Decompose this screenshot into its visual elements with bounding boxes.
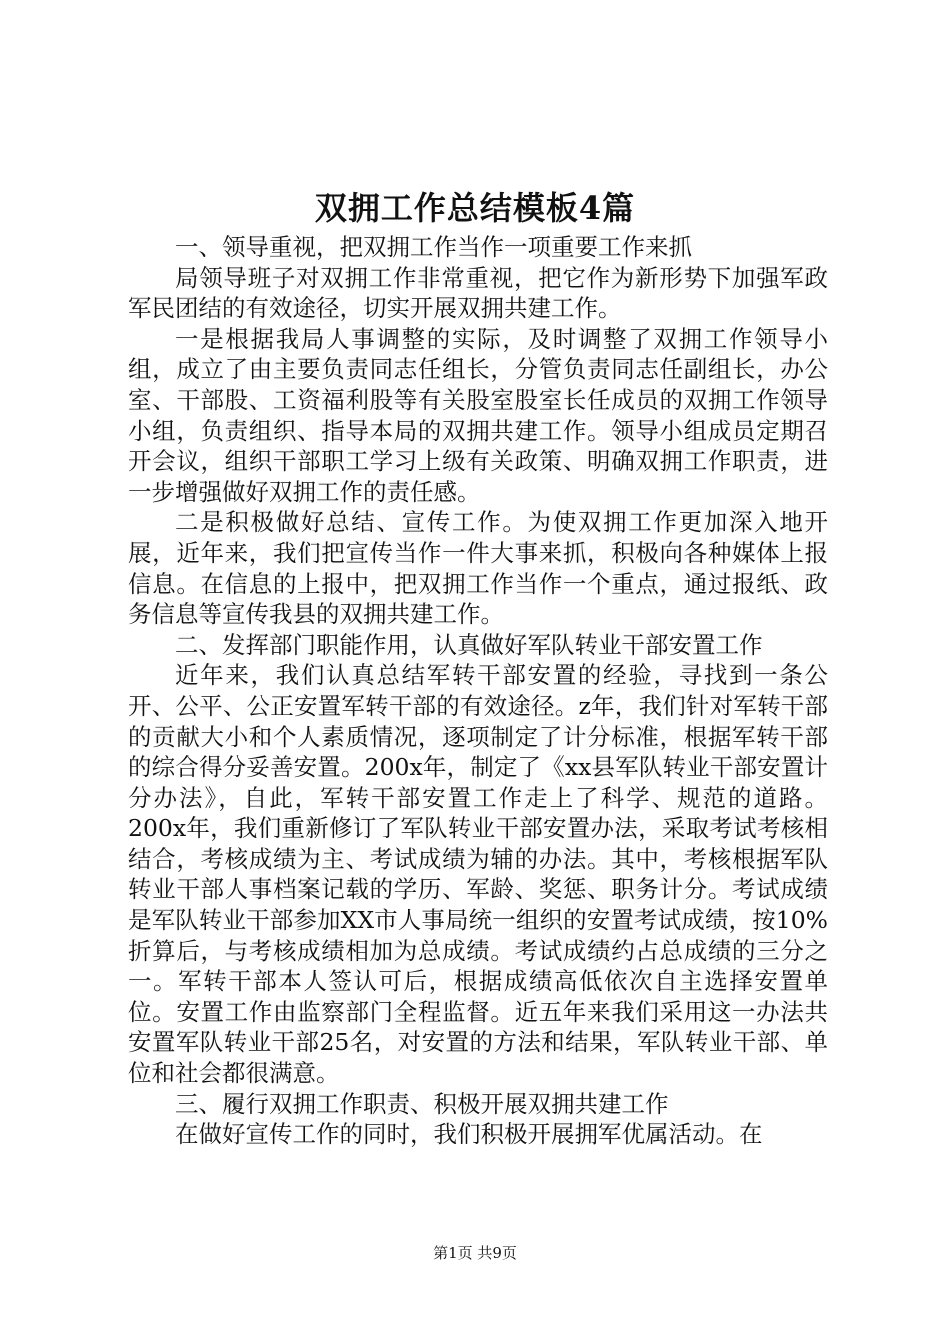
document-body: [128, 232, 828, 1150]
paragraph: 一是根据我局人事调整的实际，及时调整了双拥工作领导小组，成立了由主要负责同志任组长，分管负责同志任副组长，办公室、干部股、工资福利股等有关股室股室长任成员的双拥工作领导小组，负责组织、指导本局的双拥共建工作。领导小组成员定期召开会议，组织干部职工学习上级有关政策、明确双拥工作职责，进一步增强做好双拥工作的责任感。: [128, 324, 828, 506]
page-footer: 第1页 共9页: [433, 1244, 517, 1262]
paragraph: 局领导班子对双拥工作非常重视，把它作为新形势下加强军政军民团结的有效途径，切实开展双拥共建工作。: [128, 263, 828, 323]
section-heading-2: 二、发挥部门职能作用，认真做好军队转业干部安置工作: [175, 630, 763, 659]
paragraph: 在做好宣传工作的同时，我们积极开展拥军优属活动。在: [175, 1120, 763, 1149]
section-heading-1: 一、领导重视，把双拥工作当作一项重要工作来抓: [175, 233, 692, 261]
document-title: 双拥工作总结模板4篇: [314, 189, 636, 227]
section-heading-3: 三、履行双拥工作职责、积极开展双拥共建工作: [175, 1089, 669, 1118]
paragraph: 近年来，我们认真总结军转干部安置的经验，寻找到一条公开、公平、公正安置军转干部的有效途径。z年，我们针对军转干部的贡献大小和个人素质情况，逐项制定了计分标准，根据军转干部的综合得分妥善安置。200x年，制定了《xx县军队转业干部安置计分办法》，自此，军转干部安置工作走上了科学、规范的道路。200x年，我们重新修订了军队转业干部安置办法，采取考试考核相结合，考核成绩为主、考试成绩为辅的办法。其中，考核根据军队转业干部人事档案记载的学历、军龄、奖惩、职务计分。考试成绩是军队转业干部参加XX市人事局统一组织的安置考试成绩，按10%折算后，与考核成绩相加为总成绩。考试成绩约占总成绩的三分之一。军转干部本人签认可后，根据成绩高低依次自主选择安置单位。安置工作由监察部门全程监督。近五年来我们采用这一办法共安置军队转业干部25名，对安置的方法和结果，军队转业干部、单位和社会都很满意。: [128, 661, 828, 1088]
paragraph: 二是积极做好总结、宣传工作。为使双拥工作更加深入地开展，近年来，我们把宣传当作一件大事来抓，积极向各种媒体上报信息。在信息的上报中，把双拥工作当作一个重点，通过报纸、政务信息等宣传我县的双拥共建工作。: [128, 508, 828, 629]
